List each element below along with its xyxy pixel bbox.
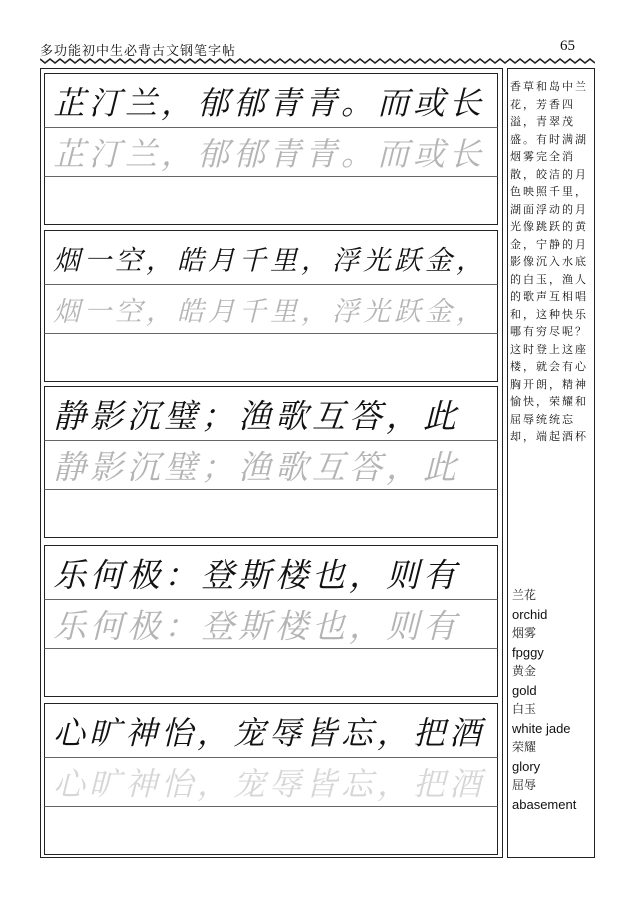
model-line [44,545,498,599]
vocab-en: white jade [512,721,571,736]
vocab-zh: 烟雾 [512,626,537,640]
book-title: 多功能初中生必背古文钢笔字帖 [40,44,237,59]
blank-practice-line [44,806,498,855]
trace-text: 心旷神怡，宠辱皆忘，把酒 [53,765,486,803]
model-text: 静影沉璧；渔歌互答，此 [53,396,460,435]
vocab-zh: 兰花 [512,588,537,602]
vocab-en: orchid [512,607,548,622]
vocab-zh: 荣耀 [512,740,537,754]
model-line [44,73,498,127]
vocab-en: fpggy [512,645,544,660]
vocab-zh: 白玉 [512,702,537,716]
trace-line [44,284,498,333]
vocabulary-list [512,586,594,814]
blank-practice-line [44,489,498,538]
model-text: 乐何极：登斯楼也，则有 [53,555,460,594]
trace-text: 乐何极：登斯楼也，则有 [53,606,460,646]
vocab-en: abasement [512,797,577,812]
vocab-zh: 黄金 [512,664,537,678]
trace-line [44,127,498,176]
trace-line [44,757,498,806]
model-text: 心旷神怡，宠辱皆忘，把酒 [53,713,486,752]
model-line [44,230,498,284]
trace-text: 芷汀兰，郁郁青青。而或长 [53,135,486,173]
page-number: 65 [560,38,575,54]
blank-practice-line [44,176,498,225]
model-text: 烟一空，皓月千里，浮光跃金， [53,245,487,276]
model-line [44,386,498,440]
trace-line [44,440,498,489]
model-line [44,703,498,757]
trace-line [44,599,498,648]
trace-text: 静影沉璧；渔歌互答，此 [53,447,460,487]
vocab-zh: 屈辱 [512,778,537,792]
blank-practice-line [44,648,498,697]
model-text: 芷汀兰，郁郁青青。而或长 [53,83,486,122]
translation-note: 香草和岛中兰花，芳香四溢，青翠茂盛。有时满湖烟雾完全消散，皎洁的月色映照千里，湖面浮动的月光像跳跃的黄金，宁静的月影像沉入水底的白玉，渔人的歌声互相唱和，这种快乐哪有穷尽呢？这时登上这座楼，就会有心胸开朗，精神愉快，荣耀和屈辱统统忘却，端起酒杯 [510,80,588,443]
blank-practice-line [44,333,498,382]
zigzag-divider [40,58,595,64]
vocab-en: glory [512,759,541,774]
trace-text: 烟一空，皓月千里，浮光跃金， [53,296,487,328]
vocab-en: gold [512,683,537,698]
